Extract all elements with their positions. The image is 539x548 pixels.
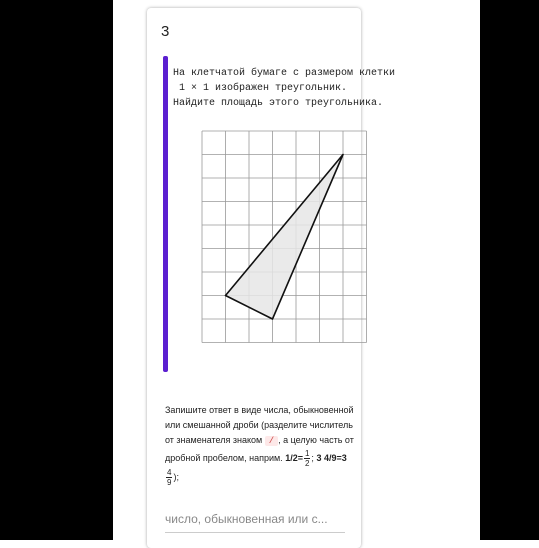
triangle xyxy=(226,155,344,320)
example-2-fraction xyxy=(166,468,172,487)
fraction-denominator: 9 xyxy=(167,478,172,487)
task-line: На клетчатой бумаге с размером клетки xyxy=(173,68,396,79)
answer-input[interactable]: число, обыкновенная или с... xyxy=(165,512,345,533)
fraction-denominator: 2 xyxy=(304,459,310,468)
fraction-numerator: 1 xyxy=(304,449,310,458)
grid-figure xyxy=(201,130,371,348)
task-line: 1 × 1 изображен треугольник. xyxy=(173,83,348,94)
instructions-text: Запишите ответ в виде числа, обыкновенной или смешанной дроби (разделите числитель от знаменателя знаком xyxy=(165,405,354,445)
example-2-eq: =3 xyxy=(336,452,347,463)
accent-bar xyxy=(163,56,168,372)
example-1: 1/2 xyxy=(285,452,298,463)
instructions-text-2: , а целую часть от дробной пробелом, наприм. xyxy=(165,435,354,463)
question-card xyxy=(147,8,396,548)
instructions-end: ); xyxy=(173,471,179,482)
example-separator: ; xyxy=(311,452,317,463)
fraction-numerator: 4 xyxy=(167,468,172,477)
slash-code: / xyxy=(265,436,278,446)
task-statement xyxy=(173,66,413,111)
example-1-eq: = xyxy=(297,452,303,463)
right-black-margin xyxy=(480,0,539,540)
question-number: 3 xyxy=(161,23,170,40)
example-2: 3 4/9 xyxy=(316,452,337,463)
task-line: Найдите площадь этого треугольника. xyxy=(173,98,384,109)
answer-instructions xyxy=(165,403,355,487)
left-black-margin xyxy=(0,0,113,540)
example-1-fraction xyxy=(304,449,310,468)
